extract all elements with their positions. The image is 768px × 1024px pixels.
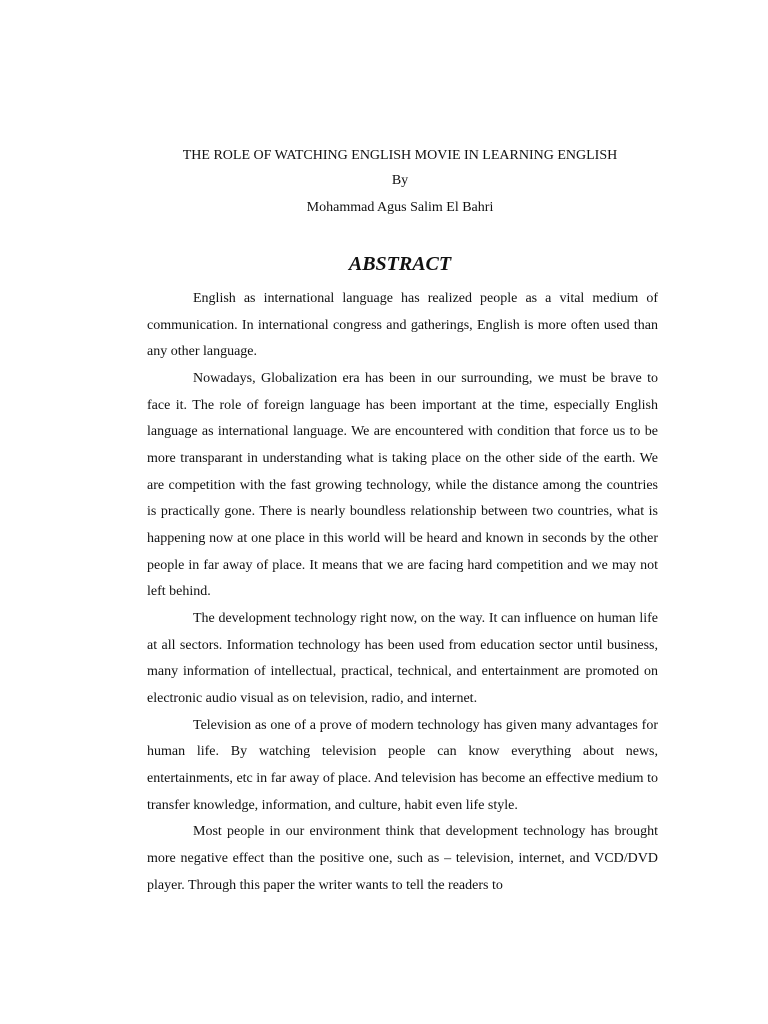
paragraph: Most people in our environment think that development technology has brought more negative effect than the positive one, such as – television, internet, and VCD/DVD player. Through this paper the writer wants to tell the readers to	[147, 824, 658, 893]
abstract-heading: ABSTRACT	[348, 253, 452, 275]
abstract-body	[147, 286, 658, 899]
author-name: Mohammad Agus Salim El Bahri	[306, 200, 494, 215]
paragraph: The development technology right now, on the way. It can influence on human life at all sectors. Information technology has been used from education sector until business, many information of intellectual, practical, technical, and entertainment are promoted on electronic audio visual as on television, radio, and internet.	[147, 611, 658, 707]
paragraph: Nowadays, Globalization era has been in our surrounding, we must be brave to face it. The role of foreign language has been important at the time, especially English language as international language. We are encountered with condition that force us to be more transparant in understanding what is taking place on the other side of the earth. We are competition with the fast growing technology, while the distance among the countries is practically gone. There is nearly boundless relationship between two countries, what is happening now at one place in this world will be heard and known in seconds by the other people in far away of place. It means that we are facing hard competition and we may not left behind.	[147, 371, 658, 600]
paper-title: THE ROLE OF WATCHING ENGLISH MOVIE IN LEARNING ENGLISH	[182, 148, 618, 163]
paragraph: English as international language has realized people as a vital medium of communication. In international congress and gatherings, English is more often used than any other language.	[147, 291, 658, 360]
paragraph: Television as one of a prove of modern technology has given many advantages for human life. By watching television people can know everything about news, entertainments, etc in far away of place. And television has become an effective medium to transfer knowledge, information, and culture, habit even life style.	[147, 717, 658, 813]
byline-label: By	[391, 173, 409, 188]
